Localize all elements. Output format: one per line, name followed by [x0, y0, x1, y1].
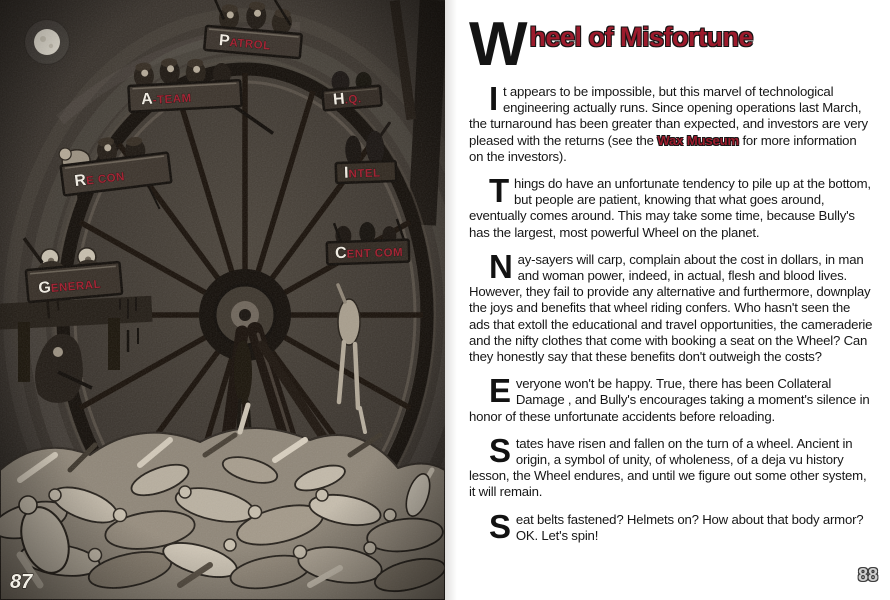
- paragraph-5: [469, 431, 874, 501]
- page-number-left: 87: [10, 571, 33, 593]
- drop-cap: S: [489, 431, 511, 469]
- paragraph-6: [469, 507, 874, 545]
- paragraph-text: veryone won't be happy. True, there has been Collateral Damage , and Bully's encourages taking a moment's silence in honor of these unfortunate accidents before reloading.: [469, 376, 870, 424]
- title-drop-cap: W: [469, 10, 526, 79]
- drop-cap: E: [489, 372, 511, 410]
- paragraph-4: [469, 372, 874, 425]
- paragraph-text: tates have risen and fallen on the turn of a wheel. Ancient in origin, a symbol of unity, of wholeness, of a deja vu history lesson, the Wheel endures, and until we figure out some other system, it will remain.: [469, 435, 867, 500]
- page-number-right: 88: [857, 565, 878, 585]
- paragraph-text: for more information on the investors).: [469, 132, 857, 164]
- paragraph-3: [469, 247, 874, 365]
- drop-cap: S: [489, 507, 511, 545]
- paragraph-text: hings do have an unfortunate tendency to pile up at the bottom, but people are patient, knowing that what goes around, eventually comes around. This may take some time, because Bully's has the largest, most powerful Wheel on the planet.: [469, 176, 871, 240]
- page-title: [469, 10, 874, 84]
- drop-cap: T: [489, 172, 509, 210]
- paragraph-2: [469, 172, 874, 241]
- paragraph-text: t appears to be impossible, but this marvel of technological engineering actually runs. Since opening operations last March, the turnaround has been greater than expected, and investors are very pleased with the returns (see the: [469, 84, 868, 148]
- wax-museum-reference: Wax Museum: [657, 132, 739, 148]
- paragraph-text: ay-sayers will carp, complain about the cost in dollars, in man and woman power, indeed, in actual, flesh and blood lives. However, they fail to provide any alternative and furthermore, downplay the joys and benefits that wheel riding confers. Who hasn't seen the ads that extoll the educational and travel opportunities, the cameraderie and the nifty clothes that come with booking a seat on the Wheel? Can they honestly say that these benefits don't outweigh the costs?: [469, 251, 873, 365]
- drop-cap: N: [489, 247, 513, 285]
- page-right-text: [445, 0, 890, 600]
- title-text: heel of Misfortune: [529, 22, 754, 52]
- drop-cap: I: [489, 80, 498, 117]
- paragraph-text: eat belts fastened? Helmets on? How about that body armor? OK. Let's spin!: [515, 511, 864, 543]
- paragraph-1: [469, 80, 874, 165]
